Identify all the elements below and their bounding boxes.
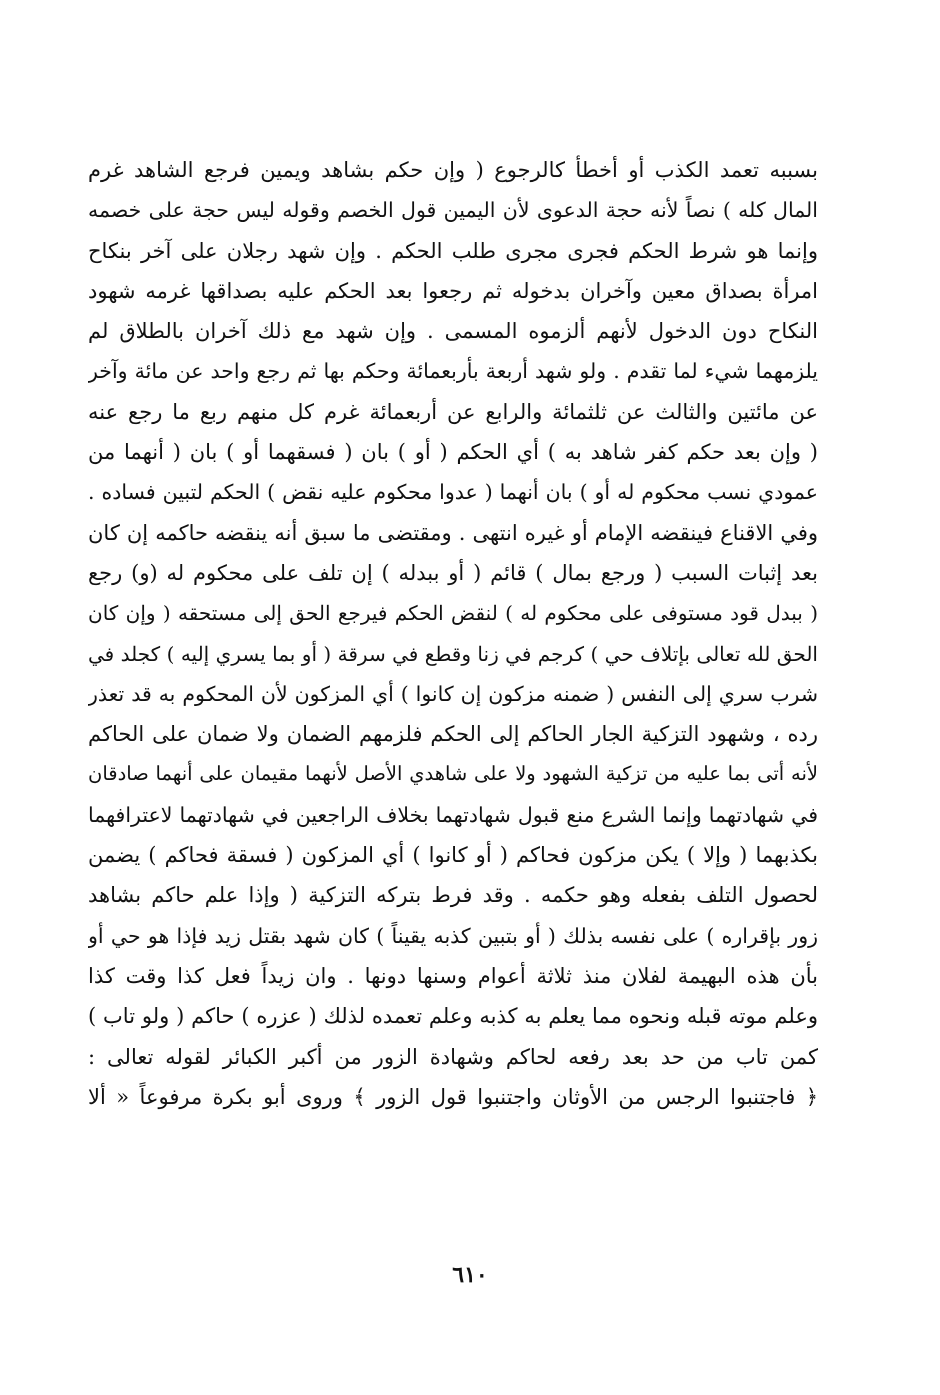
text-line: امرأة بصداق معين وآخران بدخوله ثم رجعوا بعد الحكم عليه بصداقها غرمه شهود xyxy=(88,278,818,303)
text-line: كمن تاب من حد بعد رفعه لحاكم وشهادة الزور من أكبر الكبائر لقوله تعالى : xyxy=(88,1044,818,1069)
text-line: وعلم موته قبله ونحوه مما يعلم به كذبه وعلم تعمده لذلك ( عزره ) حاكم ( ولو تاب ) xyxy=(88,1004,818,1029)
text-line: بعد إثبات السبب ( ورجع بمال ) قائم ( أو ببدله ) إن تلف على محكوم له (و) رجع xyxy=(88,560,818,585)
text-line: وإنما هو شرط الحكم فجرى مجرى طلب الحكم . وإن شهد رجلان على آخر بنكاح xyxy=(88,238,818,263)
text-line: بأن هذه البهيمة لفلان منذ ثلاثة أعوام وسنها دونها . وان زيداً فعل كذا وقت كذا xyxy=(88,963,818,988)
page-number: ٦١٠ xyxy=(452,1262,488,1288)
text-line: رده ، وشهود التزكية الجار الحاكم إلى الحكم فلزمهم الضمان ولا ضمان على الحاكم xyxy=(88,722,818,747)
text-line: لحصول التلف بفعله وهو حكمه . وقد فرط بتركه التزكية ( وإذا علم حاكم بشاهد xyxy=(88,883,818,908)
text-line: زور بإقراره ) على نفسه بذلك ( أو بتبين كذبه يقيناً ) كان شهد بقتل زيد فإذا هو حي أو xyxy=(88,923,818,948)
text-line: عمودي نسب محكوم له أو ) بان أنهما ( عدوا محكوم عليه نقض ) الحكم لتبين فساده . xyxy=(88,480,818,505)
text-line: شرب سري إلى النفس ( ضمنه مزكون إن كانوا ) أي المزكون لأن المحكوم به قد تعذر xyxy=(88,681,818,706)
text-line: ﴿ فاجتنبوا الرجس من الأوثان واجتنبوا قول الزور ﴾ وروى أبو بكرة مرفوعاً « ألا xyxy=(88,1084,818,1109)
text-line: يلزمهما شيء لما تقدم . ولو شهد أربعة بأربعمائة وحكم بها ثم رجع واحد عن مائة وآخر xyxy=(88,359,818,384)
text-line: النكاح دون الدخول لأنهم ألزموه المسمى . وإن شهد مع ذلك آخران بالطلاق لم xyxy=(88,319,818,344)
text-line: المال كله ) نصاً لأنه حجة الدعوى لأن اليمين قول الخصم وقوله ليس حجة على خصمه xyxy=(88,198,818,223)
text-line: وفي الاقناع فينقضه الإمام أو غيره انتهى . ومقتضى ما سبق أنه ينقضه حاكمه إن كان xyxy=(88,520,818,545)
text-line: في شهادتهما وإنما الشرع منع قبول شهادتهما بخلاف الراجعين في شهادتهما لاعترافهما xyxy=(88,802,818,827)
text-line: بسببه تعمد الكذب أو أخطأ كالرجوع ( وإن حكم بشاهد ويمين فرجع الشاهد غرم xyxy=(88,158,818,182)
text-line: لأنه أتى بما عليه من تزكية الشهود ولا على شاهدي الأصل لأنهما مقيمان على أنهما صادقان xyxy=(88,762,818,786)
text-line: عن مائتين والثالث عن ثلثمائة والرابع عن أربعمائة غرم كل منهم ربع ما رجع عنه xyxy=(88,399,818,424)
body-text xyxy=(88,150,818,1117)
text-line: بكذبهما ( وإلا ) يكن مزكون فحاكم ( أو كانوا ) أي المزكون ( فسقة فحاكم ) يضمن xyxy=(88,843,818,868)
text-line: ( وإن بعد حكم كفر شاهد به ) أي الحكم ( أو ) بان ( فسقهما أو ) بان ( أنهما من xyxy=(88,440,818,465)
text-line: الحق لله تعالى بإتلاف حي ) كرجم في زنا وقطع في سرقة ( أو بما يسري إليه ) كجلد في xyxy=(88,641,818,666)
text-line: ( ببدل قود مستوفى على محكوم له ) لنقض الحكم فيرجع الحق إلى مستحقه ( وإن كان xyxy=(88,601,818,626)
